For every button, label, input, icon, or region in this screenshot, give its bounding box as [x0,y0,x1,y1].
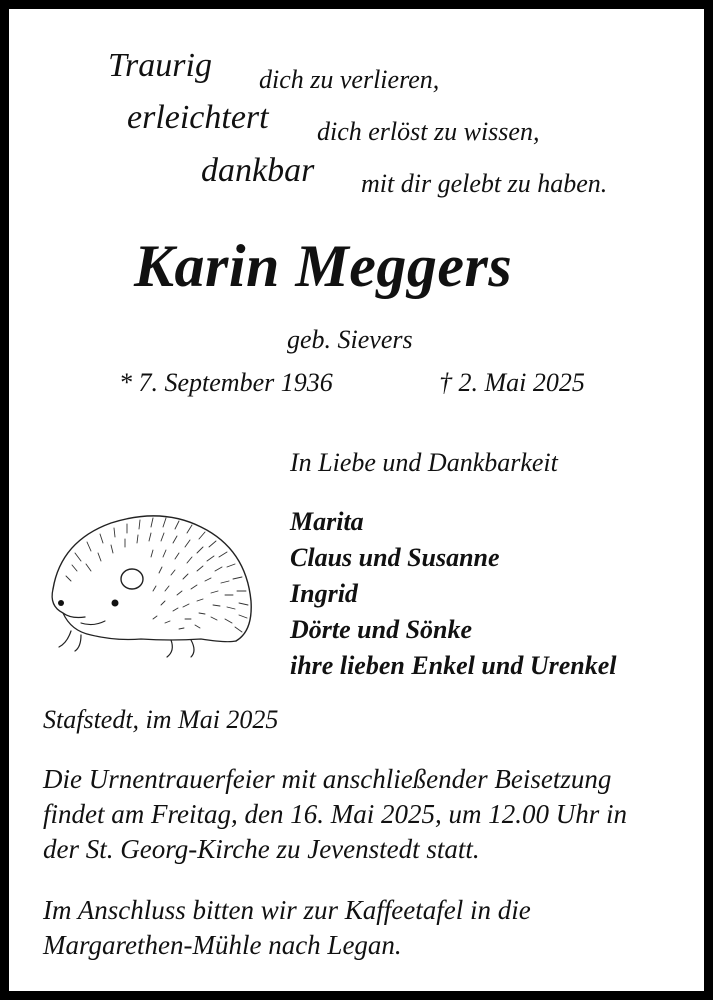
service-line: findet am Freitag, den 16. Mai 2025, um 12.00 Uhr in [43,799,627,829]
poem-word-dankbar: dankbar [201,152,315,189]
reception-info [43,893,683,963]
mourner-name: ihre lieben Enkel und Urenkel [290,651,617,680]
service-line: der St. Georg-Kirche zu Jevenstedt statt. [43,834,480,864]
poem-line-1: dich zu verlieren, [259,65,440,94]
poem-line-3: mit dir gelebt zu haben. [361,169,608,198]
death-date: † 2. Mai 2025 [439,368,585,397]
place-date: Stafstedt, im Mai 2025 [43,705,279,734]
service-line: Die Urnentrauerfeier mit anschließender Beisetzung [43,764,612,794]
poem-line-2: dich erlöst zu wissen, [317,117,540,146]
mourners-list [290,504,616,684]
mourner-name: Marita [290,507,364,536]
service-info [43,762,683,867]
maiden-name: geb. Sievers [287,325,413,354]
poem-word-traurig: Traurig [108,47,212,84]
mourner-name: Ingrid [290,579,358,608]
hedgehog-icon [41,501,261,671]
poem-word-erleichtert: erleichtert [127,99,269,136]
mourner-name: Dörte und Sönke [290,615,473,644]
reception-line: Margarethen-Mühle nach Legan. [43,930,402,960]
deceased-name: Karin Meggers [134,233,513,299]
mourners-intro: In Liebe und Dankbarkeit [290,448,558,477]
birth-date: * 7. September 1936 [119,368,333,397]
reception-line: Im Anschluss bitten wir zur Kaffeetafel in die [43,895,531,925]
mourner-name: Claus und Susanne [290,543,500,572]
